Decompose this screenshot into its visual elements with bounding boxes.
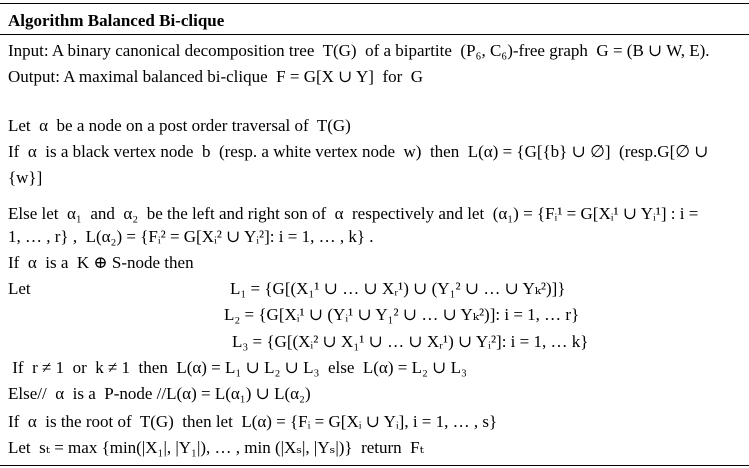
algorithm-title: Algorithm Balanced Bi-clique	[8, 11, 225, 30]
if-black-line: If α is a black vertex node b (resp. a white vertex node w) then L(α) = {G[{b} ∪ ∅] (resp.G[∅ ∪	[8, 142, 709, 161]
let-st-line: Let sₜ = max {min(|X₁|, |Y₁|), … , min (|Xₛ|, |Yₛ|)} return Fₜ	[8, 438, 424, 457]
let-word: Let	[8, 279, 31, 298]
top-rule	[0, 3, 749, 4]
input-line: Input: A binary canonical decomposition tree T(G) of a bipartite (P₆, C₆)-free graph G = (B ∪ W, E).	[8, 41, 710, 60]
title-rule	[0, 34, 749, 35]
if-root-line: If α is the root of T(G) then let L(α) = {Fᵢ = G[Xᵢ ∪ Yᵢ], i = 1, … , s}	[8, 412, 498, 431]
else-let-cont-line: 1, … , r} , L(α₂) = {Fᵢ² = G[Xᵢ² ∪ Yᵢ²]: i = 1, … , k} .	[8, 227, 374, 246]
if-black-cont-line: {w}]	[8, 168, 43, 187]
bottom-rule	[0, 465, 749, 466]
else-p-line: Else// α is a P-node //L(α) = L(α₁) ∪ L(α₂)	[8, 384, 311, 403]
l1-formula: L₁ = {G[(X₁¹ ∪ … ∪ Xᵣ¹) ∪ (Y₁² ∪ … ∪ Yₖ²)]}	[230, 279, 566, 298]
if-r-line: If r ≠ 1 or k ≠ 1 then L(α) = L₁ ∪ L₂ ∪ L₃ else L(α) = L₂ ∪ L₃	[8, 358, 467, 377]
output-line: Output: A maximal balanced bi-clique F = G[X ∪ Y] for G	[8, 67, 424, 86]
if-ks-line: If α is a K ⊕ S-node then	[8, 253, 194, 272]
else-let-line: Else let α₁ and α₂ be the left and right son of α respectively and let (α₁) = {Fᵢ¹ = G[Xᵢ¹ ∪ Yᵢ¹] : i =	[8, 204, 699, 223]
l3-formula: L₃ = {G[(Xᵢ² ∪ X₁¹ ∪ … ∪ Xᵣ¹) ∪ Yᵢ²]: i = 1, … k}	[232, 332, 589, 351]
l2-formula: L₂ = {G[Xᵢ¹ ∪ (Yᵢ¹ ∪ Y₁² ∪ … ∪ Yₖ²)]: i = 1, … r}	[224, 305, 580, 324]
let-alpha-line: Let α be a node on a post order traversal of T(G)	[8, 116, 351, 135]
